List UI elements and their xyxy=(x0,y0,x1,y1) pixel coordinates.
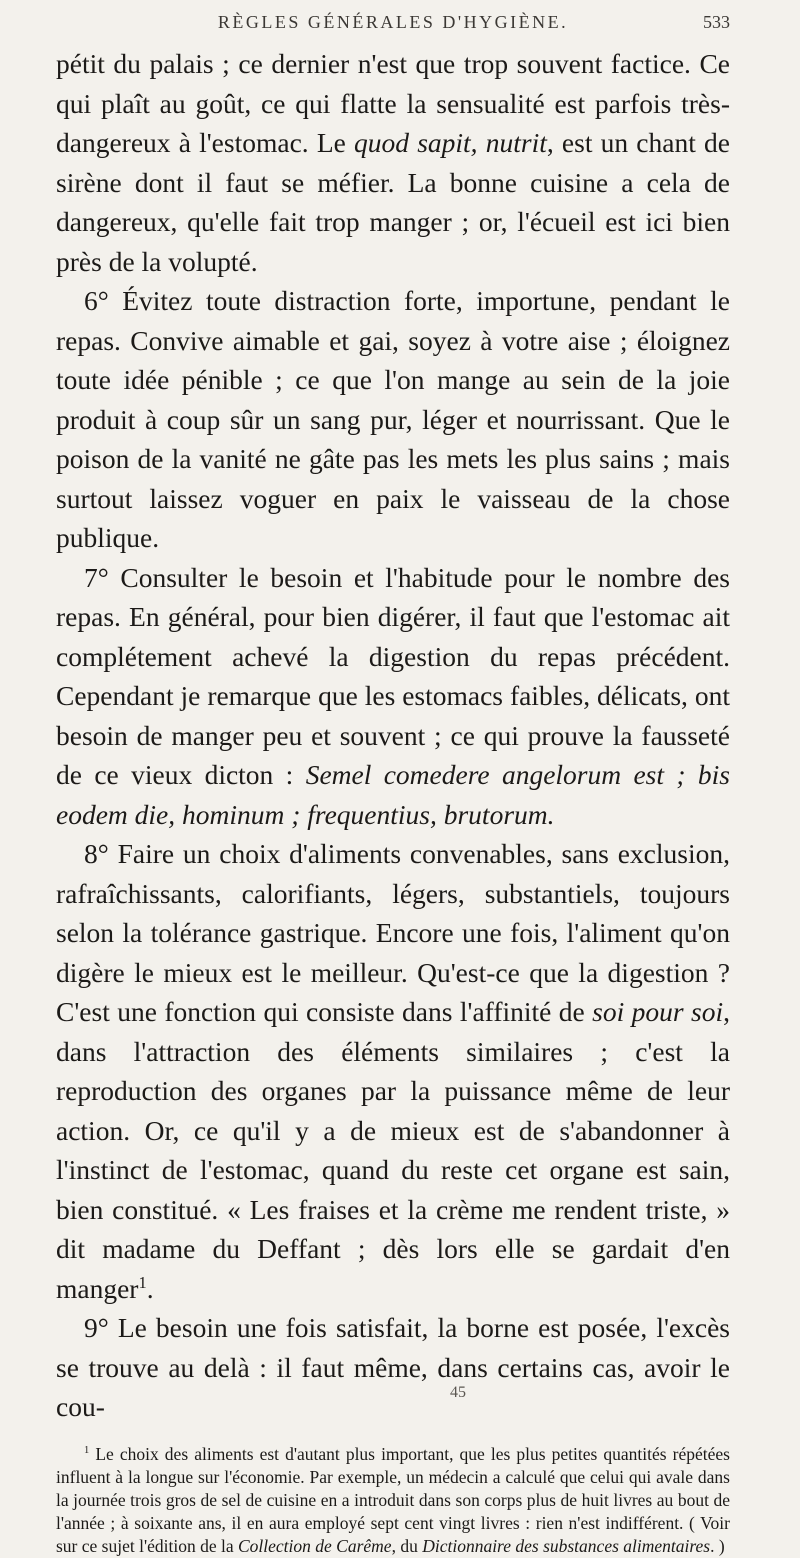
text-run: . ) xyxy=(710,1535,725,1556)
latin-quote: quod sapit, nutrit xyxy=(354,127,547,158)
paragraph-rule-8 xyxy=(56,834,730,1308)
text-run: pétit du palais ; ce dernier n'est que trop souvent factice. Ce qui plaît au goût, ce qui flatte la sensualité est parfois très-dangereux à l'estomac. Le xyxy=(56,48,730,158)
footnote-marker: 1 xyxy=(84,1444,90,1456)
footnote-1 xyxy=(56,1443,730,1558)
book-title: Dictionnaire des substances alimentaires xyxy=(422,1535,711,1556)
italic-phrase: soi pour soi xyxy=(592,996,724,1027)
text-run: , est un chant de sirène dont il faut se méfier. La bonne cuisine a cela de dangereux, qu'elle fait trop manger ; or, l'écueil est ici bien près de la volupté. xyxy=(56,127,730,277)
footnotes xyxy=(56,1443,730,1558)
running-head xyxy=(56,0,730,44)
text-run: Le choix des aliments est d'autant plus important, que les plus petites quantités répétées influent à la longue sur l'économie. Par exemple, un médecin a calculé que celui qui avale dans la journée trois gros de sel de cuisine en a introduit dans son corps plus de huit livres au bout de l'année ; à soixante ans, il en aura employé sept cent vingt livres : rien n'est indifférent. ( Voir sur ce sujet l'édition de la xyxy=(56,1443,730,1556)
paragraph-rule-6: 6° Évitez toute distraction forte, importune, pendant le repas. Convive aimable et gai, soyez à votre aise ; éloignez toute idée pénible ; ce que l'on mange au sein de la joie produit à coup sûr un sang pur, léger et nourrissant. Que le poison de la vanité ne gâte pas les mets les plus sains ; mais surtout laissez voguer en paix le vaisseau de la chose publique. xyxy=(56,285,730,553)
latin-proverb: Semel comedere angelorum est ; bis eodem die, hominum ; frequentius, brutorum. xyxy=(56,759,731,830)
running-title: RÈGLES GÉNÉRALES D'HYGIÈNE. xyxy=(217,12,569,32)
page-number: 533 xyxy=(703,12,730,32)
paragraph-continuation xyxy=(56,44,730,281)
text-run: 7° Consulter le besoin et l'habitude pour le nombre des repas. En général, pour bien digérer, il faut que l'estomac ait complétement achevé la digestion du repas précédent. Cependant je remarque que les estomacs faibles, délicats, ont besoin de manger peu et souvent ; ce qui prouve la fausseté de ce vieux dicton : xyxy=(56,561,730,790)
text-run: . xyxy=(146,1272,154,1304)
paragraph-rule-9: 9° Le besoin une fois satisfait, la borne est posée, l'excès se trouve au delà : il faut même, dans certains cas, avoir le cou- xyxy=(56,1312,730,1422)
body-text xyxy=(56,44,730,1427)
signature-mark: 45 xyxy=(450,1384,466,1401)
text-run: , dans l'attraction des éléments similaires ; c'est la reproduction des organes par la puissance même de leur action. Or, ce qu'il y a de mieux est de s'abandonner à l'instinct de l'estomac, quand du reste cet organe est sain, bien constitué. « Les fraises et la crème me rendent triste, » dit madame du Deffant ; dès lors elle se gardait d'en manger xyxy=(56,996,731,1304)
paragraph-rule-7 xyxy=(56,558,730,835)
book-title: Collection de Carême xyxy=(238,1535,392,1556)
text-run: 8° Faire un choix d'aliments convenables, sans exclusion, rafraîchissants, calorifiants, légers, substantiels, toujours selon la tolérance gastrique. Encore une fois, l'aliment qu'on digère le mieux est le meilleur. Qu'est-ce que la digestion ? C'est une fonction qui consiste dans l'affinité de xyxy=(56,838,730,1027)
footnote-reference[interactable]: 1 xyxy=(138,1272,147,1292)
text-run: , du xyxy=(391,1535,423,1556)
